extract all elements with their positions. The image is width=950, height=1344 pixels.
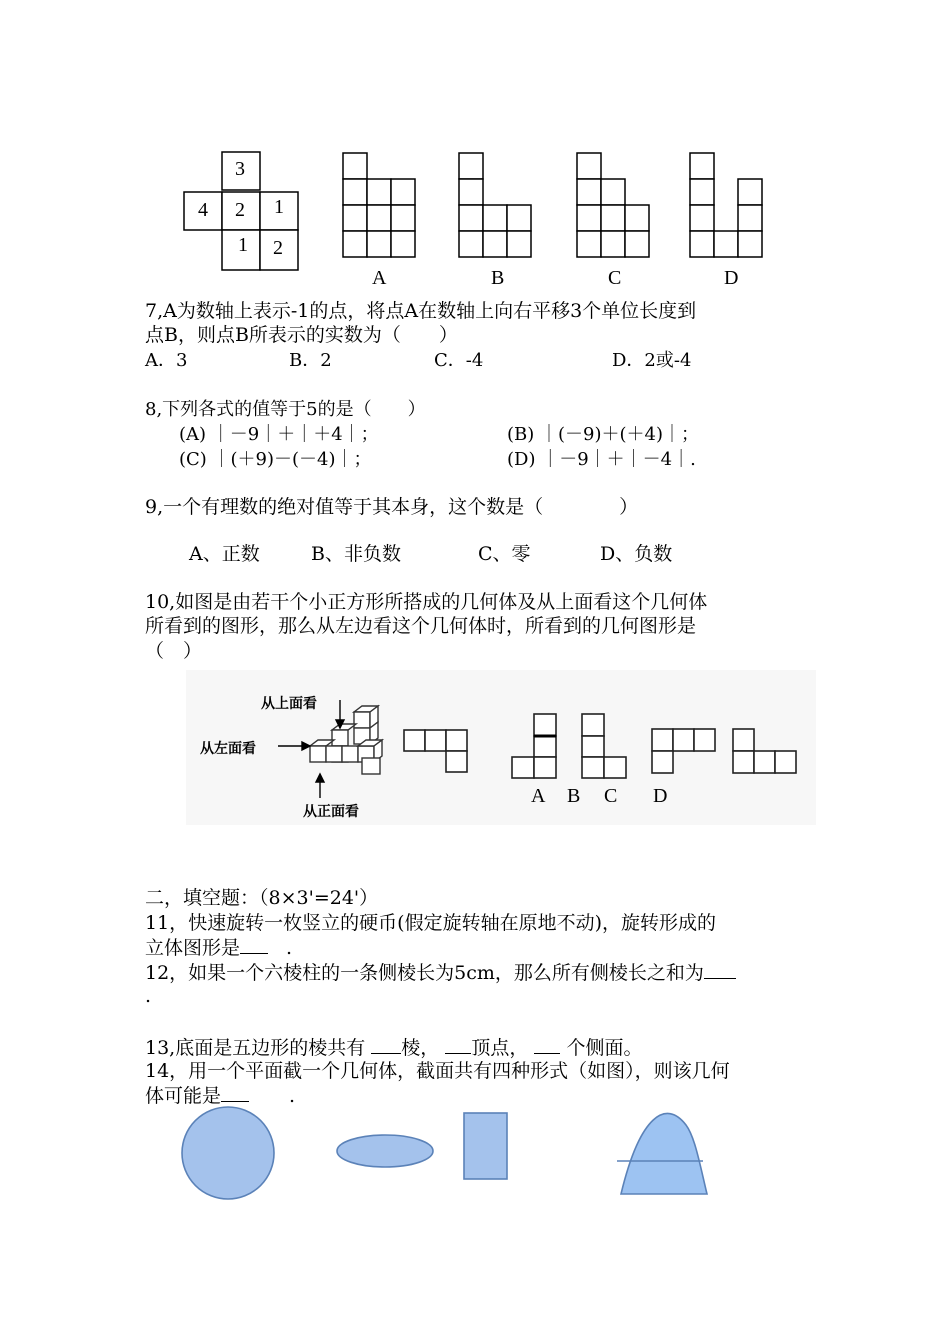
q14-stem-line1: 14，用一个平面截一个几何体，截面共有四种形式（如图），则该几何 [145,1060,730,1082]
q9-option-b: B、非负数 [311,543,401,565]
q7-stem-line2: 点B，则点B所表示的实数为（ ） [145,324,458,346]
cross-sections-figure [170,1105,730,1205]
top-view-figure [404,730,474,780]
section-2-title: 二，填空题：（8×3'=24'） [145,887,379,909]
q11-stem-line1: 11，快速旋转一枚竖立的硬币(假定旋转轴在原地不动)，旋转形成的 [145,912,717,934]
q10-stem-line1: 10,如图是由若干个小正方形所搭成的几何体及从上面看这个几何体 [145,591,708,613]
q13-part1: 13,底面是五边形的棱共有 [145,1037,366,1059]
q11-stem-line2 [145,935,292,960]
q14-answer-blank[interactable] [221,1083,249,1102]
q12-stem-line2: . [145,985,152,1007]
q13-stem [145,1035,642,1060]
net-number-1-bottom: 1 [238,234,248,256]
q10-option-c-label: C [604,785,618,807]
q13-faces-blank[interactable] [534,1035,560,1054]
net-number-2-bottom: 2 [273,237,283,259]
q14-line2-end: . [289,1085,296,1107]
q8-option-d: (D) ｜－9｜＋｜－4｜. [507,449,696,470]
circle-section-shape [182,1107,274,1199]
q6-option-c-label: C [608,267,622,289]
label-view-from-front: 从正面看 [303,804,359,820]
q12-line1-text: 12，如果一个六棱柱的一条侧棱长为5cm，那么所有侧棱长之和为 [145,962,704,984]
q11-line2-end: . [286,937,293,959]
q9-option-d: D、负数 [600,543,673,565]
q8-stem: 8,下列各式的值等于5的是（ ） [145,399,426,420]
q10-option-d-label: D [653,785,668,807]
q10-stem-line2: 所看到的图形，那么从左边看这个几何体时，所看到的几何图形是 [145,615,697,637]
q7-option-b: B．2 [289,350,332,371]
q10-option-d-figure [731,727,801,777]
q13-edges-blank[interactable] [371,1035,401,1054]
q6-option-b-figure [459,153,534,261]
q10-option-a-figure [510,714,560,780]
q8-option-b: (B) ｜(－9)＋(＋4)｜； [507,424,699,445]
q8-option-a: (A) ｜－9｜＋｜＋4｜； [179,424,379,445]
q6-option-b-label: B [491,267,505,289]
q7-option-d: D．2或-4 [612,350,692,371]
net-number-4: 4 [198,199,208,221]
q7-option-a: A．3 [145,350,188,371]
q10-option-a-label: A [531,785,546,807]
q6-option-a-figure [343,153,418,261]
q12-answer-blank[interactable] [704,960,736,979]
q14-line2-text: 体可能是 [145,1085,222,1107]
q9-stem: 9,一个有理数的绝对值等于其本身，这个数是（ ） [145,496,639,518]
net-number-1-right: 1 [274,196,284,218]
q7-stem-line1: 7,A为数轴上表示-1的点，将点A在数轴上向右平移3个单位长度到 [145,300,697,322]
q10-stem-line3: （ ） [145,640,203,662]
q10-option-c-figure [650,727,720,777]
q12-stem-line1 [145,960,736,985]
q13-vertices-blank[interactable] [445,1035,471,1054]
q6-option-d-figure [690,153,765,261]
q6-option-d-label: D [724,267,739,289]
q6-option-a-label: A [372,267,387,289]
q9-option-a: A、正数 [189,543,260,565]
label-view-from-left: 从左面看 [200,741,256,757]
q11-answer-blank[interactable] [240,935,268,954]
parabola-section-shape [621,1113,707,1194]
q7-option-c: C．-4 [434,350,484,371]
q11-line2-text: 立体图形是 [145,937,241,959]
q10-option-b-figure [580,714,632,780]
q13-part2: 棱， [401,1037,440,1059]
q13-part3: 顶点， [471,1037,529,1059]
q9-option-c: C、零 [478,543,531,565]
q13-part4: 个侧面。 [566,1037,643,1059]
q8-option-c: (C) ｜(＋9)－(－4)｜； [179,449,372,470]
rectangle-section-shape [464,1113,507,1179]
net-number-2-center: 2 [235,199,245,221]
net-number-3: 3 [235,158,245,180]
q6-option-c-figure [577,153,652,261]
ellipse-section-shape [337,1135,433,1167]
label-view-from-top: 从上面看 [261,696,317,712]
q10-option-b-label: B [567,785,581,807]
